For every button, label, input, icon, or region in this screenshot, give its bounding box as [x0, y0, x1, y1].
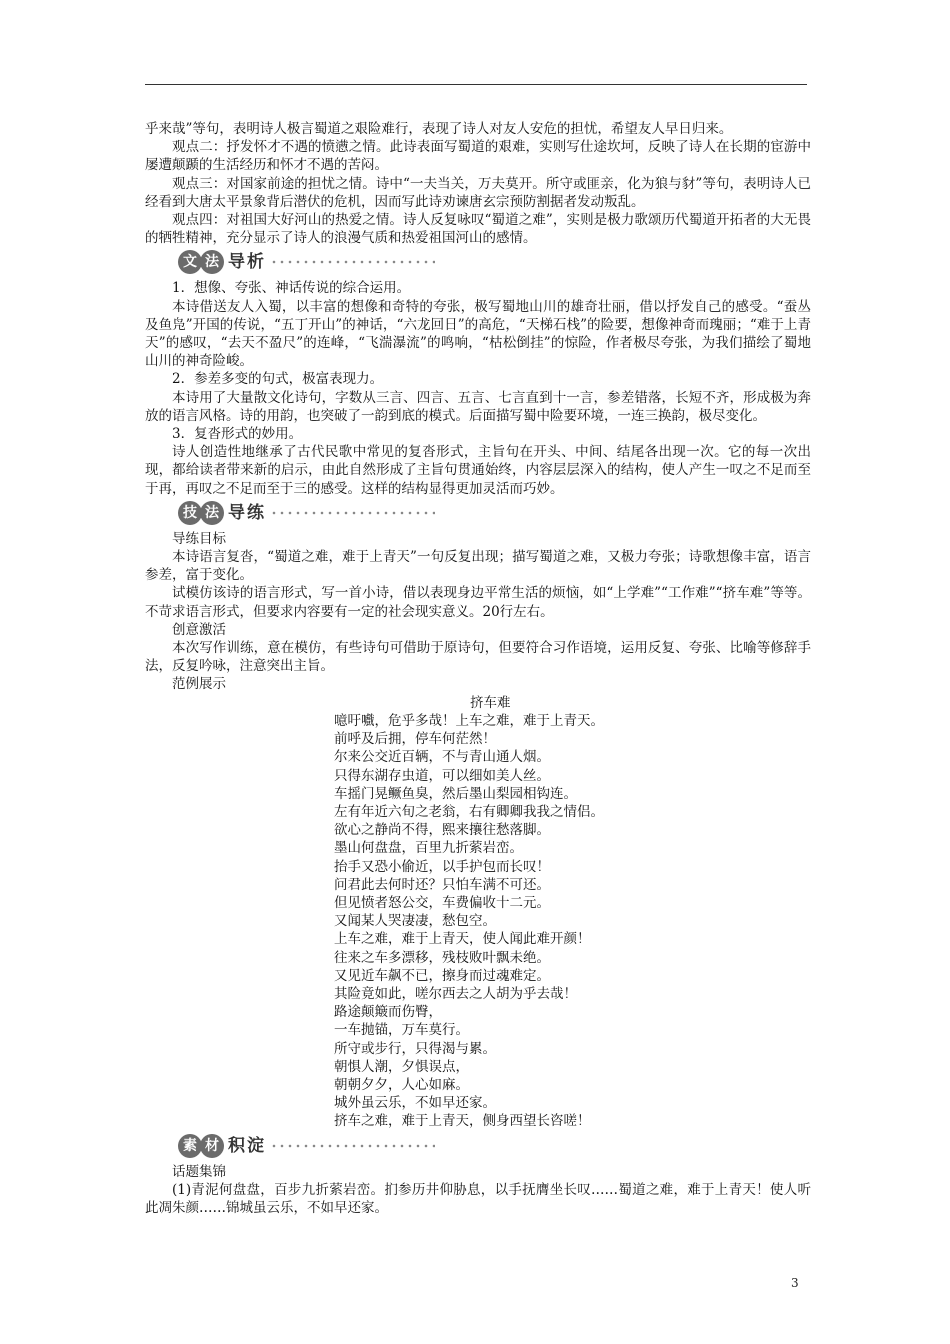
heading-text: 导练 [228, 502, 266, 523]
heading-badge: 材 [200, 1134, 224, 1158]
poem-line: 其险竟如此，嗟尔西去之人胡为乎去哉！ [334, 985, 577, 1002]
poem-line: 朝朝夕夕，人心如麻。 [334, 1076, 469, 1093]
heading-badge: 技 [178, 501, 202, 525]
poem-line: 前呼及后拥，停车何茫然！ [334, 731, 496, 748]
poem-line: 墨山何盘盘，百里九折萦岩峦。 [334, 840, 523, 857]
heading-text: 导析 [228, 252, 266, 273]
poem-line: 左有年近六旬之老翁，右有卿卿我我之情侣。 [334, 803, 604, 820]
example-poem [334, 694, 811, 1131]
heading-badge: 法 [200, 501, 224, 525]
poem-line: 问君此去何时还？只怕车满不可还。 [334, 876, 550, 893]
paragraph: 本诗借送友人入蜀，以丰富的想像和奇特的夸张，极写蜀地山川的雄奇壮丽，借以抒发自己的感受。“蚕丛及鱼凫”开国的传说，“五丁开山”的神话，“六龙回日”的高危，“天梯石栈”的险要，想像神奇而瑰丽；“难于上青天”的感叹，“去天不盈尺”的连峰，“飞湍瀑流”的鸣响，“枯松倒挂”的惊险，作者极尽夸张，为我们描绘了蜀地山川的神奇险峻。 [145, 298, 811, 370]
dotted-divider [270, 258, 435, 266]
page-number: 3 [791, 1276, 799, 1290]
poem-line: 一车抛锚，万车莫行。 [334, 1022, 469, 1039]
paragraph: 3．复沓形式的妙用。 [172, 426, 303, 443]
poem-title: 挤车难 [470, 694, 511, 711]
poem-line: 又闻某人哭凄凄，愁包空。 [334, 913, 496, 930]
poem-line: 尔来公交近百辆，不与青山通人烟。 [334, 749, 550, 766]
paragraph: 1．想像、夸张、神话传说的综合运用。 [172, 280, 411, 297]
paragraph: 2．参差多变的句式，极富表现力。 [172, 371, 384, 388]
paragraph: 本诗用了大量散文化诗句，字数从三言、四言、五言、七言直到十一言，参差错落，长短不齐，形成极为奔放的语言风格。诗的用韵，也突破了一韵到底的模式。后面描写蜀中险要环境，一连三换韵，极尽变化。 [145, 389, 811, 424]
heading-badge: 文 [178, 250, 202, 274]
poem-line: 朝惧人潮，夕惧误点， [334, 1058, 469, 1075]
paragraph: 本诗语言复沓，“蜀道之难，难于上青天”一句反复出现；描写蜀道之难，又极力夸张；诗歌想像丰富，语言参差，富于变化。 [145, 549, 811, 584]
heading-badge: 素 [178, 1134, 202, 1158]
paragraph: 观点二：抒发怀才不遇的愤懑之情。此诗表面写蜀道的艰难，实则写仕途坎坷，反映了诗人在长期的宦游中屡遭颠踬的生活经历和怀才不遇的苦闷。 [145, 139, 811, 174]
section-heading-wenfa [178, 248, 811, 277]
poem-line: 路途颠簸而伤臀， [334, 1004, 442, 1021]
poem-line: 欲心之静尚不得，熙来攘往愁落脚。 [334, 822, 550, 839]
dotted-divider [270, 509, 435, 517]
poem-line: 往来之车多漂移，残枝败叶飘未绝。 [334, 949, 550, 966]
paragraph: 导练目标 [172, 530, 226, 547]
dotted-divider [270, 1142, 435, 1150]
paragraph: 范例展示 [172, 676, 226, 693]
paragraph: 观点三：对国家前途的担忧之情。诗中“一夫当关，万夫莫开。所守或匪亲，化为狼与豺”等句，表明诗人已经看到大唐太平景象背后潜伏的危机，因而写此诗劝谏唐玄宗预防割据者发动叛乱。 [145, 175, 811, 210]
poem-line: 上车之难，难于上青天，使人闻此难开颜！ [334, 931, 591, 948]
poem-line: 挤车之难，难于上青天，侧身西望长咨嗟！ [334, 1113, 591, 1130]
paragraph: 话题集锦 [172, 1163, 226, 1180]
poem-line: 城外虽云乐，不如早还家。 [334, 1095, 496, 1112]
paragraph: (1)青泥何盘盘，百步九折萦岩峦。扪参历井仰胁息，以手抚膺坐长叹……蜀道之难，难于上青天！使人听此凋朱颜……锦城虽云乐，不如早还家。 [145, 1181, 811, 1216]
header-rule [145, 84, 807, 85]
poem-line: 噫吁嚱，危乎多哉！上车之难，难于上青天。 [334, 712, 604, 729]
paragraph: 诗人创造性地继承了古代民歌中常见的复沓形式，主旨句在开头、中间、结尾各出现一次。它的每一次出现，都给读者带来新的启示，由此自然形成了主旨句贯通始终，内容层层深入的结构，使人产生一叹之不足而至于再，再叹之不足而至于三的感受。这样的结构显得更加灵活而巧妙。 [145, 444, 811, 497]
paragraph: 创意激活 [172, 621, 226, 638]
heading-text: 积淀 [228, 1135, 266, 1156]
poem-line: 车摇门晃鳜鱼臭，然后墨山梨园相钩连。 [334, 785, 577, 802]
section-heading-sucai [178, 1132, 811, 1161]
paragraph: 乎来哉”等句，表明诗人极言蜀道之艰险难行，表现了诗人对友人安危的担忧，希望友人早日归来。 [145, 121, 733, 137]
paragraph: 本次写作训练，意在模仿，有些诗句可借助于原诗句，但要符合习作语境，运用反复、夸张、比喻等修辞手法，反复吟咏，注意突出主旨。 [145, 640, 811, 675]
heading-badge: 法 [200, 250, 224, 274]
paragraph: 观点四：对祖国大好河山的热爱之情。诗人反复咏叹“蜀道之难”，实则是极力歌颂历代蜀道开拓者的大无畏的牺牲精神，充分显示了诗人的浪漫气质和热爱祖国河山的感情。 [145, 212, 811, 247]
page-content [145, 120, 811, 1217]
poem-line: 所守或步行，只得渴与累。 [334, 1040, 496, 1057]
poem-line: 只得东湖存虫道，可以细如美人丝。 [334, 767, 550, 784]
poem-line: 抬手又恐小偷近，以手护包而长叹！ [334, 858, 550, 875]
section-heading-jifa [178, 499, 811, 528]
paragraph: 试模仿该诗的语言形式，写一首小诗，借以表现身边平常生活的烦恼，如“上学难”“工作难”“挤车难”等等。不苛求语言形式，但要求内容要有一定的社会现实意义。20行左右。 [145, 585, 811, 620]
poem-line: 但见愤者怒公交，车费偏收十二元。 [334, 894, 550, 911]
poem-line: 又见近车飙不已，擦身而过魂难定。 [334, 967, 550, 984]
